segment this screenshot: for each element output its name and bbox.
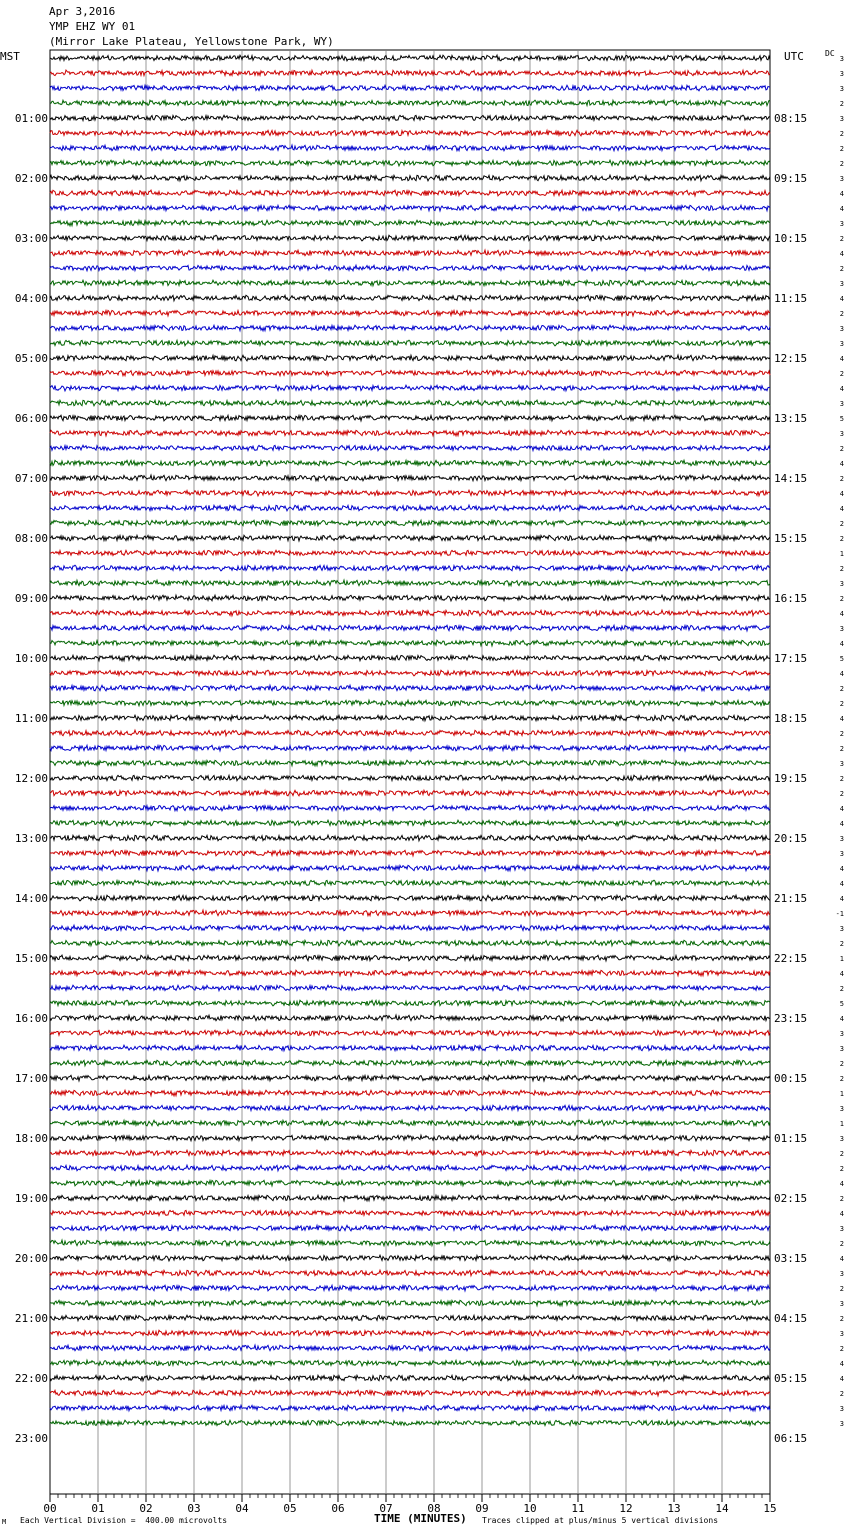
- seismic-trace: [50, 430, 770, 436]
- seismic-trace: [50, 1345, 770, 1351]
- left-hour-label: 10:00: [14, 652, 48, 665]
- dc-offset-label: 3: [839, 400, 844, 408]
- right-hour-label: 14:15: [774, 472, 808, 485]
- dc-offset-label: 4: [839, 670, 844, 678]
- dc-offset-label: 4: [839, 505, 844, 513]
- dc-offset-label: 2: [839, 160, 844, 168]
- right-hour-label: 17:15: [774, 652, 808, 665]
- seismic-trace: [50, 295, 770, 301]
- right-hour-label: 03:15: [774, 1252, 808, 1265]
- scale-note: Each Vertical Division = 400.00 microvolts: [20, 1516, 228, 1525]
- x-tick-label: 15: [763, 1502, 777, 1515]
- dc-offset-label: 2: [839, 100, 844, 108]
- right-hour-label: 21:15: [774, 892, 808, 905]
- dc-offset-label: 2: [839, 520, 844, 528]
- seismic-trace: [50, 700, 770, 706]
- dc-offset-label: 4: [839, 1255, 844, 1263]
- seismic-trace: [50, 1420, 770, 1426]
- seismic-trace: [50, 610, 770, 616]
- seismic-trace: [50, 445, 770, 451]
- x-tick-label: 05: [283, 1502, 297, 1515]
- seismic-trace: [50, 835, 770, 841]
- dc-offset-label: 4: [839, 640, 844, 648]
- seismic-trace: [50, 1045, 770, 1051]
- right-timezone-label: UTC: [784, 50, 804, 63]
- dc-offset-label: 3: [839, 115, 844, 123]
- seismic-trace: [50, 1210, 770, 1216]
- seismic-trace: [50, 460, 770, 466]
- right-hour-label: 01:15: [774, 1132, 808, 1145]
- dc-offset-label: 3: [839, 925, 844, 933]
- right-hour-label: 19:15: [774, 772, 808, 785]
- right-hour-label: 09:15: [774, 172, 808, 185]
- seismic-trace: [50, 640, 770, 646]
- dc-offset-label: 3: [839, 1225, 844, 1233]
- dc-offset-label: 2: [839, 565, 844, 573]
- seismic-trace: [50, 1315, 770, 1321]
- dc-offset-label: -1: [835, 910, 844, 918]
- dc-offset-label: 2: [839, 1165, 844, 1173]
- dc-offset-label: 4: [839, 895, 844, 903]
- seismic-trace: [50, 805, 770, 810]
- corner-mark: M: [2, 1518, 7, 1526]
- dc-offset-label: 2: [839, 1345, 844, 1353]
- left-timezone-label: MST: [0, 50, 20, 63]
- right-hour-label: 22:15: [774, 952, 808, 965]
- seismic-trace: [50, 1090, 770, 1096]
- seismic-trace: [50, 580, 770, 586]
- seismic-trace: [50, 910, 770, 916]
- dc-offset-label: 4: [839, 250, 844, 258]
- dc-offset-label: 4: [839, 715, 844, 723]
- seismic-trace: [50, 1225, 770, 1231]
- dc-offset-label: 2: [839, 790, 844, 798]
- right-hour-label: 12:15: [774, 352, 808, 365]
- dc-offset-label: 1: [839, 550, 844, 558]
- right-hour-label: 23:15: [774, 1012, 808, 1025]
- seismic-trace: [50, 1270, 770, 1276]
- seismic-trace: [50, 370, 770, 375]
- right-hour-label: 10:15: [774, 232, 808, 245]
- dc-offset-label: 2: [839, 595, 844, 603]
- seismic-trace: [50, 685, 770, 691]
- seismic-trace: [50, 715, 770, 721]
- seismic-trace: [50, 535, 770, 541]
- x-tick-label: 09: [475, 1502, 489, 1515]
- left-hour-label: 21:00: [14, 1312, 48, 1325]
- left-hour-label: 09:00: [14, 592, 48, 605]
- seismic-trace: [50, 235, 770, 241]
- x-tick-label: 02: [139, 1502, 153, 1515]
- right-hour-label: 05:15: [774, 1372, 808, 1385]
- header-location: (Mirror Lake Plateau, Yellowstone Park, WY): [49, 35, 334, 48]
- seismic-trace: [50, 415, 770, 421]
- dc-offset-label: 2: [839, 700, 844, 708]
- seismic-trace: [50, 475, 770, 481]
- header-station: YMP EHZ WY 01: [49, 20, 136, 33]
- dc-offset-label: 4: [839, 460, 844, 468]
- seismic-trace: [50, 310, 770, 316]
- seismic-trace: [50, 940, 770, 946]
- left-hour-label: 16:00: [14, 1012, 48, 1025]
- dc-offset-label: 2: [839, 370, 844, 378]
- dc-offset-label: 5: [839, 1000, 844, 1008]
- dc-offset-label: 2: [839, 310, 844, 318]
- seismic-trace: [50, 1000, 770, 1006]
- seismic-trace: [50, 1240, 770, 1246]
- dc-offset-label: 2: [839, 1060, 844, 1068]
- dc-offset-label: 3: [839, 55, 844, 63]
- seismic-trace: [50, 490, 770, 496]
- dc-offset-label: 2: [839, 1315, 844, 1323]
- dc-offset-label: 4: [839, 970, 844, 978]
- seismic-trace: [50, 190, 770, 196]
- seismic-trace: [50, 175, 770, 181]
- left-hour-label: 03:00: [14, 232, 48, 245]
- left-hour-label: 17:00: [14, 1072, 48, 1085]
- dc-offset-label: 4: [839, 805, 844, 813]
- left-hour-label: 14:00: [14, 892, 48, 905]
- seismic-trace: [50, 205, 770, 211]
- seismic-trace: [50, 565, 770, 571]
- dc-offset-label: 4: [839, 880, 844, 888]
- seismic-trace: [50, 70, 770, 76]
- right-hour-label: 16:15: [774, 592, 808, 605]
- dc-offset-label: 3: [839, 760, 844, 768]
- x-tick-label: 04: [235, 1502, 249, 1515]
- left-hour-label: 05:00: [14, 352, 48, 365]
- header-date: Apr 3,2016: [49, 5, 116, 18]
- seismic-trace: [50, 325, 770, 331]
- seismic-trace: [50, 1120, 770, 1126]
- left-hour-label: 02:00: [14, 172, 48, 185]
- right-hour-label: 13:15: [774, 412, 808, 425]
- dc-offset-label: 3: [839, 220, 844, 228]
- left-hour-label: 13:00: [14, 832, 48, 845]
- dc-offset-label: 2: [839, 745, 844, 753]
- dc-offset-label: 3: [839, 175, 844, 183]
- seismic-trace: [50, 1030, 770, 1036]
- dc-offset-label: 3: [839, 580, 844, 588]
- seismic-trace: [50, 145, 770, 151]
- dc-offset-label: 4: [839, 865, 844, 873]
- dc-offset-label: 4: [839, 385, 844, 393]
- dc-offset-label: 3: [839, 85, 844, 93]
- dc-offset-label: 4: [839, 1360, 844, 1368]
- dc-offset-label: 3: [839, 70, 844, 78]
- seismic-trace: [50, 130, 770, 136]
- dc-offset-label: 4: [839, 490, 844, 498]
- x-tick-label: 07: [379, 1502, 393, 1515]
- dc-offset-label: 4: [839, 610, 844, 618]
- left-hour-label: 11:00: [14, 712, 48, 725]
- seismic-trace: [50, 265, 770, 271]
- seismic-trace: [50, 760, 770, 766]
- left-hour-label: 08:00: [14, 532, 48, 545]
- right-hour-label: 04:15: [774, 1312, 808, 1325]
- right-hour-label: 06:15: [774, 1432, 808, 1445]
- seismic-trace: [50, 1390, 770, 1396]
- dc-offset-label: 4: [839, 1375, 844, 1383]
- seismic-trace: [50, 505, 770, 511]
- dc-offset-label: 3: [839, 1105, 844, 1113]
- dc-offset-label: 3: [839, 1330, 844, 1338]
- seismic-trace: [50, 1375, 770, 1381]
- dc-offset-label: 5: [839, 655, 844, 663]
- dc-offset-label: 3: [839, 430, 844, 438]
- seismic-trace: [50, 745, 770, 751]
- x-axis-title: TIME (MINUTES): [374, 1512, 467, 1525]
- right-hour-label: 00:15: [774, 1072, 808, 1085]
- seismic-trace: [50, 1285, 770, 1291]
- seismic-trace: [50, 55, 770, 61]
- x-tick-label: 11: [571, 1502, 585, 1515]
- x-tick-label: 06: [331, 1502, 345, 1515]
- right-hour-label: 15:15: [774, 532, 808, 545]
- dc-offset-label: 2: [839, 1240, 844, 1248]
- x-tick-label: 12: [619, 1502, 633, 1515]
- seismic-trace: [50, 280, 770, 286]
- right-hour-label: 11:15: [774, 292, 808, 305]
- dc-offset-label: 2: [839, 985, 844, 993]
- dc-offset-label: 2: [839, 1285, 844, 1293]
- seismic-trace: [50, 1255, 770, 1261]
- right-hour-label: 02:15: [774, 1192, 808, 1205]
- x-tick-label: 00: [43, 1502, 57, 1515]
- left-hour-label: 06:00: [14, 412, 48, 425]
- dc-offset-label: 3: [839, 1030, 844, 1038]
- seismic-trace: [50, 115, 770, 121]
- left-hour-label: 15:00: [14, 952, 48, 965]
- dc-offset-label: 3: [839, 835, 844, 843]
- seismic-trace: [50, 1150, 770, 1156]
- dc-label: DC: [825, 49, 835, 58]
- dc-offset-label: 1: [839, 1120, 844, 1128]
- x-tick-label: 03: [187, 1502, 201, 1515]
- dc-offset-label: 3: [839, 280, 844, 288]
- dc-offset-label: 2: [839, 445, 844, 453]
- seismic-trace: [50, 850, 770, 856]
- x-tick-label: 08: [427, 1502, 441, 1515]
- dc-offset-label: 3: [839, 1135, 844, 1143]
- dc-offset-label: 2: [839, 685, 844, 693]
- dc-offset-label: 2: [839, 265, 844, 273]
- seismic-trace: [50, 955, 770, 961]
- dc-offset-label: 3: [839, 1300, 844, 1308]
- right-hour-label: 20:15: [774, 832, 808, 845]
- dc-offset-label: 2: [839, 1195, 844, 1203]
- clip-note: Traces clipped at plus/minus 5 vertical divisions: [482, 1516, 719, 1525]
- seismic-trace: [50, 1165, 770, 1171]
- seismic-trace: [50, 340, 770, 346]
- seismic-trace: [50, 880, 770, 886]
- seismic-trace: [50, 220, 770, 226]
- seismic-trace: [50, 1105, 770, 1111]
- seismic-trace: [50, 820, 770, 826]
- dc-offset-label: 3: [839, 340, 844, 348]
- left-hour-label: 23:00: [14, 1432, 48, 1445]
- right-hour-label: 18:15: [774, 712, 808, 725]
- dc-offset-label: 4: [839, 820, 844, 828]
- seismic-trace: [50, 1015, 770, 1021]
- seismic-trace: [50, 85, 770, 91]
- x-tick-label: 01: [91, 1502, 105, 1515]
- dc-offset-label: 4: [839, 205, 844, 213]
- dc-offset-label: 2: [839, 535, 844, 543]
- seismic-trace: [50, 520, 770, 526]
- dc-offset-label: 4: [839, 1210, 844, 1218]
- seismic-trace: [50, 775, 770, 781]
- seismic-trace: [50, 1330, 770, 1336]
- dc-offset-label: 2: [839, 775, 844, 783]
- dc-offset-label: 2: [839, 130, 844, 138]
- seismic-trace: [50, 985, 770, 991]
- seismic-trace: [50, 1195, 770, 1201]
- seismic-trace: [50, 595, 770, 601]
- seismic-trace: [50, 355, 770, 361]
- dc-offset-label: 2: [839, 475, 844, 483]
- right-hour-label: 08:15: [774, 112, 808, 125]
- x-tick-label: 14: [715, 1502, 729, 1515]
- seismic-trace: [50, 895, 770, 901]
- dc-offset-label: 3: [839, 625, 844, 633]
- seismic-trace: [50, 925, 770, 931]
- seismic-trace: [50, 1360, 770, 1366]
- seismic-trace: [50, 550, 770, 555]
- dc-offset-label: 2: [839, 940, 844, 948]
- dc-offset-label: 2: [839, 1150, 844, 1158]
- dc-offset-label: 4: [839, 1180, 844, 1188]
- left-hour-label: 01:00: [14, 112, 48, 125]
- left-hour-label: 07:00: [14, 472, 48, 485]
- seismic-trace: [50, 1180, 770, 1186]
- seismic-trace: [50, 865, 770, 871]
- dc-offset-label: 2: [839, 1390, 844, 1398]
- dc-offset-label: 5: [839, 415, 844, 423]
- dc-offset-label: 2: [839, 730, 844, 738]
- seismic-trace: [50, 670, 770, 676]
- seismic-trace: [50, 1060, 770, 1066]
- left-hour-label: 04:00: [14, 292, 48, 305]
- seismic-trace: [50, 1135, 770, 1141]
- left-hour-label: 18:00: [14, 1132, 48, 1145]
- seismic-trace: [50, 385, 770, 391]
- dc-offset-label: 1: [839, 1090, 844, 1098]
- dc-offset-label: 3: [839, 850, 844, 858]
- left-hour-label: 22:00: [14, 1372, 48, 1385]
- dc-offset-label: 4: [839, 295, 844, 303]
- dc-offset-label: 3: [839, 1270, 844, 1278]
- dc-offset-label: 2: [839, 235, 844, 243]
- dc-offset-label: 4: [839, 355, 844, 363]
- seismic-trace: [50, 625, 770, 631]
- seismic-trace: [50, 160, 770, 166]
- left-hour-label: 12:00: [14, 772, 48, 785]
- dc-offset-label: 3: [839, 1420, 844, 1428]
- seismic-trace: [50, 400, 770, 406]
- dc-offset-label: 4: [839, 190, 844, 198]
- seismic-trace: [50, 730, 770, 736]
- dc-offset-label: 3: [839, 1045, 844, 1053]
- seismic-trace: [50, 250, 770, 256]
- x-tick-label: 10: [523, 1502, 537, 1515]
- dc-offset-label: 2: [839, 1075, 844, 1083]
- seismic-trace: [50, 790, 770, 796]
- seismic-trace: [50, 970, 770, 976]
- left-hour-label: 20:00: [14, 1252, 48, 1265]
- dc-offset-label: 2: [839, 145, 844, 153]
- x-tick-label: 13: [667, 1502, 681, 1515]
- dc-offset-label: 3: [839, 325, 844, 333]
- left-hour-label: 19:00: [14, 1192, 48, 1205]
- dc-offset-label: 3: [839, 1405, 844, 1413]
- seismic-trace: [50, 1300, 770, 1306]
- seismic-trace: [50, 100, 770, 106]
- seismic-trace: [50, 655, 770, 661]
- dc-offset-label: 4: [839, 1015, 844, 1023]
- seismic-trace: [50, 1075, 770, 1081]
- seismic-trace: [50, 1405, 770, 1411]
- dc-offset-label: 1: [839, 955, 844, 963]
